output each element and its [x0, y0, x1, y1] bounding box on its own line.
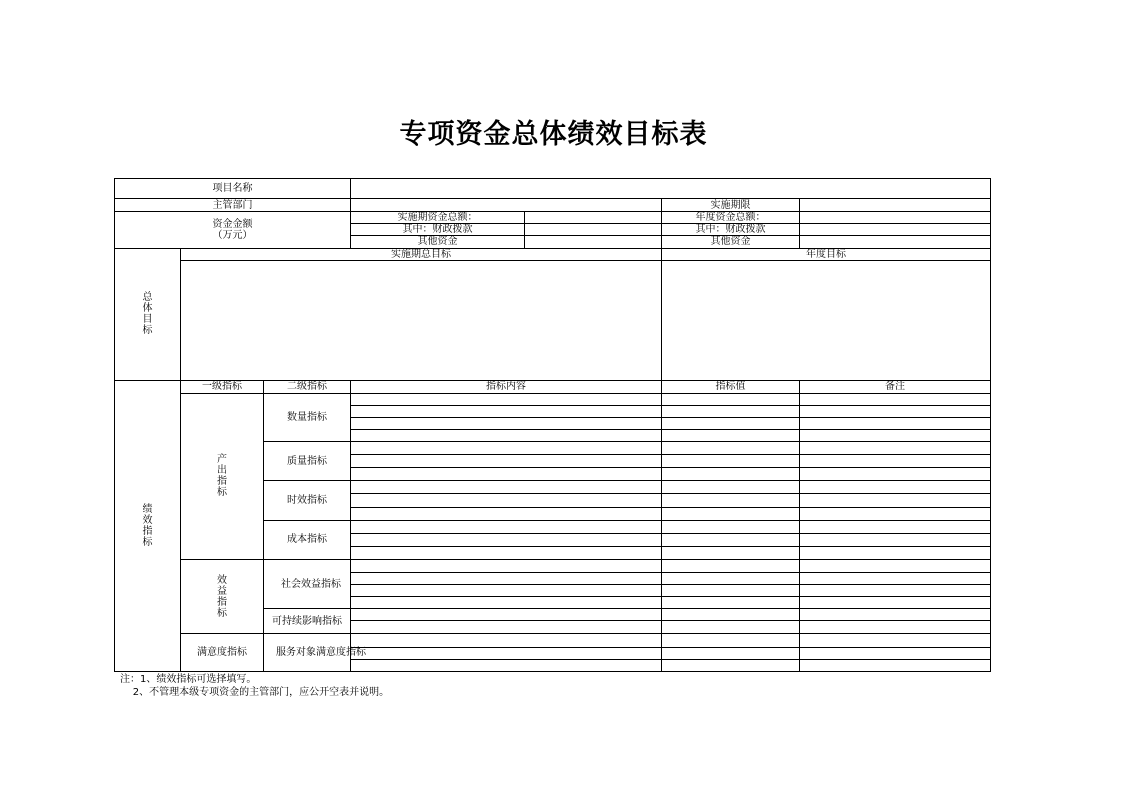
indicator-value-cell[interactable]: [662, 442, 800, 455]
indicator-content-cell[interactable]: [351, 417, 662, 429]
indicator-note-cell[interactable]: [800, 393, 991, 405]
indicator-note-cell[interactable]: [800, 533, 991, 546]
satisfaction-label: 满意度指标: [181, 634, 264, 672]
indicator-note-cell[interactable]: [800, 455, 991, 468]
indicator-note-cell[interactable]: [800, 597, 991, 609]
indicator-value-cell[interactable]: [662, 597, 800, 609]
indicator-content-cell[interactable]: [351, 546, 662, 559]
indicator-content-cell[interactable]: [351, 559, 662, 572]
dept-value[interactable]: [351, 199, 662, 212]
note-line-1: 注：1、绩效指标可选择填写。: [120, 674, 257, 685]
note-line-2: 2、不管理本级专项资金的主管部门，应公开空表并说明。: [120, 687, 390, 698]
total-period-funds-label: 实施期资金总额：: [351, 212, 525, 224]
indicator-content-cell[interactable]: [351, 481, 662, 494]
indicator-content-cell[interactable]: [351, 494, 662, 507]
fiscal-label: 其中：财政拨款: [351, 224, 525, 236]
indicator-content-cell[interactable]: [351, 634, 662, 647]
indicator-content-cell[interactable]: [351, 455, 662, 468]
indicator-value-cell[interactable]: [662, 429, 800, 441]
indicator-content-cell[interactable]: [351, 393, 662, 405]
quantity-label: 数量指标: [264, 393, 351, 441]
indicator-value-cell[interactable]: [662, 507, 800, 520]
period-label: 实施期限: [662, 199, 800, 212]
indicator-content-cell[interactable]: [351, 573, 662, 585]
perf-text: 绩效指标: [142, 503, 153, 548]
indicator-content-cell[interactable]: [351, 507, 662, 520]
indicator-value-cell[interactable]: [662, 634, 800, 647]
indicator-value-cell[interactable]: [662, 585, 800, 597]
benefit-text: 效益指标: [217, 574, 227, 619]
indicator-value-cell[interactable]: [662, 533, 800, 546]
page-title: 专项资金总体绩效目标表: [399, 119, 708, 150]
indicator-content-cell[interactable]: [351, 621, 662, 634]
indicator-note-cell[interactable]: [800, 634, 991, 647]
benefit-label: [181, 559, 264, 634]
indicator-content-cell[interactable]: [351, 442, 662, 455]
indicator-note-cell[interactable]: [800, 481, 991, 494]
fiscal-value[interactable]: [525, 224, 662, 236]
output-text: 产出指标: [217, 454, 227, 499]
indicator-note-cell[interactable]: [800, 405, 991, 417]
indicator-note-cell[interactable]: [800, 573, 991, 585]
social-label: [264, 559, 351, 608]
indicator-content-cell[interactable]: [351, 609, 662, 621]
other-funds-label: 其他资金: [351, 236, 525, 248]
content-header: 指标内容: [351, 380, 662, 393]
indicator-note-cell[interactable]: [800, 507, 991, 520]
indicator-content-cell[interactable]: [351, 520, 662, 533]
indicator-note-cell[interactable]: [800, 659, 991, 671]
social-label-text: 社会效益指标: [281, 578, 342, 590]
indicator-content-cell[interactable]: [351, 659, 662, 671]
indicator-value-cell[interactable]: [662, 481, 800, 494]
performance-goal-table: [114, 178, 991, 672]
indicator-note-cell[interactable]: [800, 609, 991, 621]
indicator-note-cell[interactable]: [800, 520, 991, 533]
annual-funds-label: 年度资金总额：: [662, 212, 800, 224]
indicator-content-cell[interactable]: [351, 468, 662, 481]
indicator-value-cell[interactable]: [662, 405, 800, 417]
sustain-label: [264, 609, 351, 634]
indicator-value-cell[interactable]: [662, 621, 800, 634]
quality-label: 质量指标: [264, 442, 351, 481]
indicator-note-cell[interactable]: [800, 559, 991, 572]
indicator-note-cell[interactable]: [800, 494, 991, 507]
output-label: [181, 393, 264, 559]
indicator-value-cell[interactable]: [662, 520, 800, 533]
annual-goal-header: 年度目标: [662, 248, 991, 260]
overall-goal-text: 总体目标: [142, 292, 153, 337]
total-period-funds-value[interactable]: [525, 212, 662, 224]
funds-label-text: 资金金额: [212, 218, 253, 230]
indicator-content-cell[interactable]: [351, 597, 662, 609]
indicator-value-cell[interactable]: [662, 494, 800, 507]
note-header: 备注: [800, 380, 991, 393]
indicator-value-cell[interactable]: [662, 417, 800, 429]
overall-goal-label: [115, 248, 181, 380]
indicator-content-cell[interactable]: [351, 405, 662, 417]
service-label-text: 服务对象满意度指标: [276, 647, 367, 659]
annual-fiscal-label: 其中：财政拨款: [662, 224, 800, 236]
service-label: [264, 634, 367, 672]
indicator-value-cell[interactable]: [662, 468, 800, 481]
indicator-value-cell[interactable]: [662, 546, 800, 559]
indicator-note-cell[interactable]: [800, 621, 991, 634]
indicator-value-cell[interactable]: [662, 609, 800, 621]
annual-funds-value[interactable]: [800, 212, 991, 224]
cost-label: 成本指标: [264, 520, 351, 559]
indicator-note-cell[interactable]: [800, 647, 991, 659]
annual-goal-value[interactable]: [662, 260, 991, 380]
indicator-note-cell[interactable]: [800, 429, 991, 441]
period-goal-header: 实施期总目标: [181, 248, 662, 260]
period-goal-value[interactable]: [181, 260, 662, 380]
annual-fiscal-value[interactable]: [800, 224, 991, 236]
indicator-note-cell[interactable]: [800, 417, 991, 429]
dept-label: 主管部门: [115, 199, 351, 212]
perf-label: [115, 380, 181, 671]
indicator-content-cell[interactable]: [351, 533, 662, 546]
indicator-note-cell[interactable]: [800, 442, 991, 455]
timeliness-label: 时效指标: [264, 481, 351, 520]
value-header: 指标值: [662, 380, 800, 393]
indicator-value-cell[interactable]: [662, 455, 800, 468]
funds-unit-text: （万元）: [212, 229, 253, 241]
indicator-value-cell[interactable]: [662, 559, 800, 572]
period-value[interactable]: [800, 199, 991, 212]
notes: [120, 673, 389, 699]
funds-label: [115, 212, 351, 248]
level2-header: 二级指标: [264, 380, 351, 393]
annual-other-funds-value[interactable]: [800, 236, 991, 248]
project-name-value[interactable]: [351, 179, 991, 199]
indicator-value-cell[interactable]: [662, 647, 800, 659]
indicator-value-cell[interactable]: [662, 573, 800, 585]
other-funds-value[interactable]: [525, 236, 662, 248]
sustain-label-text: 可持续影响指标: [272, 615, 343, 627]
indicator-value-cell[interactable]: [662, 393, 800, 405]
indicator-content-cell[interactable]: [351, 429, 662, 441]
level1-header: 一级指标: [181, 380, 264, 393]
indicator-value-cell[interactable]: [662, 659, 800, 671]
project-name-label: 项目名称: [115, 179, 351, 199]
annual-other-funds-label: 其他资金: [662, 236, 800, 248]
indicator-content-cell[interactable]: [351, 647, 662, 659]
indicator-note-cell[interactable]: [800, 585, 991, 597]
indicator-content-cell[interactable]: [351, 585, 662, 597]
indicator-note-cell[interactable]: [800, 468, 991, 481]
indicator-note-cell[interactable]: [800, 546, 991, 559]
